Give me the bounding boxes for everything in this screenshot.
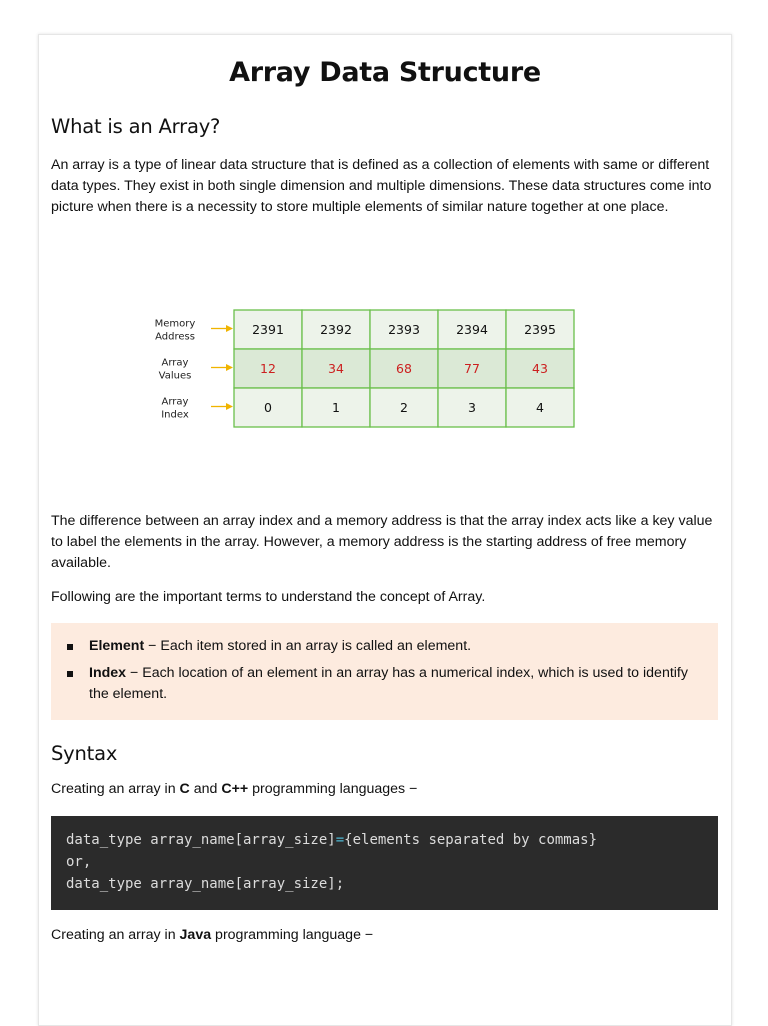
value-cell-text: 43 <box>532 361 548 376</box>
address-cell-text: 2394 <box>456 322 488 337</box>
value-cell-text: 12 <box>260 361 276 376</box>
row-label-text: Array <box>161 357 189 369</box>
terms-list-box <box>51 623 718 720</box>
code-line: data_type array_name[array_size]={elements separated by commas} <box>66 832 598 848</box>
address-cell-text: 2391 <box>252 322 284 337</box>
arrow-head-icon <box>226 364 233 371</box>
difference-paragraph: The difference between an array index and a memory address is that the array index acts like a key value to label the elements in the array. However, a memory address is the starting address of free memory available. <box>51 513 713 571</box>
diagram-cells <box>234 310 574 427</box>
code-line: data_type array_name[array_size]; <box>66 876 345 892</box>
address-cell-text: 2393 <box>388 322 420 337</box>
row-label-text: Address <box>155 331 195 343</box>
terms-intro-paragraph: Following are the important terms to understand the concept of Array. <box>51 589 486 605</box>
term-description: − Each location of an element in an array has a numerical index, which is used to identify the element. <box>89 665 688 702</box>
diagram-arrows <box>211 325 233 410</box>
array-diagram <box>139 290 599 440</box>
article-card <box>38 34 732 1026</box>
value-cell-text: 34 <box>328 361 344 376</box>
row-label-text: Index <box>161 409 189 421</box>
row-label-text: Memory <box>154 318 196 330</box>
diagram-row-labels <box>155 319 196 421</box>
value-cell-text: 77 <box>464 361 480 376</box>
intro-paragraph: An array is a type of linear data structure that is defined as a collection of elements with same or different data types. They exist in both single dimension and multiple dimensions. These data structures come into picture when there is a necessity to store multiple elements of similar nature together at one place. <box>51 157 712 215</box>
term-description: − Each item stored in an array is called an element. <box>144 638 472 654</box>
bullet-icon <box>67 671 73 677</box>
value-cell-text: 68 <box>396 361 412 376</box>
index-cell-text: 3 <box>468 400 476 415</box>
index-cell-text: 0 <box>264 400 272 415</box>
code-line: or, <box>66 854 92 870</box>
bullet-icon <box>67 644 73 650</box>
section-heading-what-is-array: What is an Array? <box>51 115 221 138</box>
term-name: Element <box>89 638 145 654</box>
row-label-text: Values <box>158 370 192 382</box>
address-cell-text: 2395 <box>524 322 556 337</box>
term-name: Index <box>89 665 127 681</box>
index-cell-text: 4 <box>536 400 544 415</box>
address-cell-text: 2392 <box>320 322 352 337</box>
index-cell-text: 2 <box>400 400 408 415</box>
code-block <box>51 816 718 910</box>
row-label-text: Array <box>161 396 189 408</box>
section-heading-syntax: Syntax <box>51 742 118 765</box>
c-syntax-intro: Creating an array in C and C++ programming languages − <box>51 781 418 797</box>
arrow-head-icon <box>226 403 233 410</box>
page-title: Array Data Structure <box>229 57 541 88</box>
java-syntax-intro: Creating an array in Java programming language − <box>51 927 374 943</box>
arrow-head-icon <box>226 325 233 332</box>
index-cell-text: 1 <box>332 400 340 415</box>
